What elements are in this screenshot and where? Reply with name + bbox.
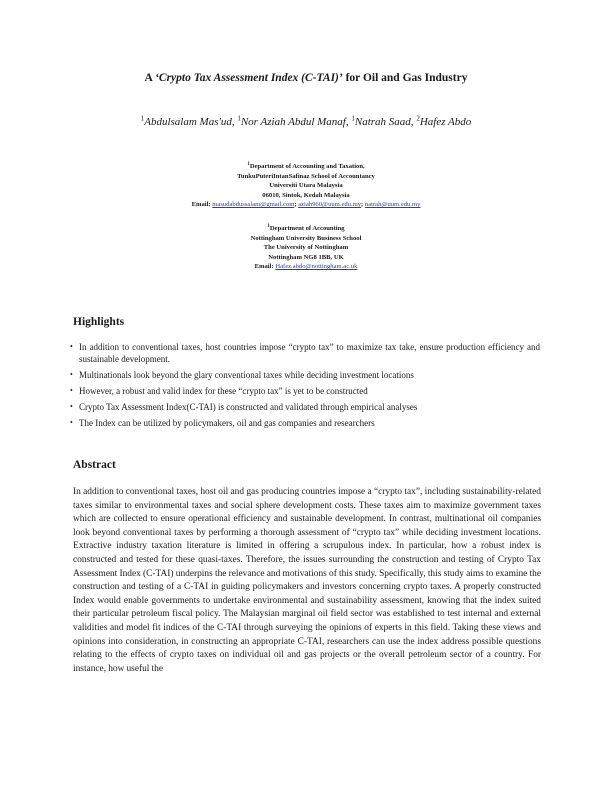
affiliation-address: 06010, Sintok, Kedah Malaysia	[262, 191, 350, 199]
affiliation-university: Universiti Utara Malaysia	[269, 182, 343, 189]
list-item: • However, a robust and valid index for these “crypto tax” is yet to be constructed	[70, 386, 368, 396]
list-item: • Crypto Tax Assessment Index(C-TAI) is constructed and validated through empirical analyses	[70, 402, 418, 412]
email-link[interactable]: aziah960@uum.edu.my	[298, 201, 362, 208]
bullet-icon: •	[70, 402, 73, 411]
author-sup: 1	[351, 114, 355, 123]
affiliation-school: Nottingham University Business School	[250, 234, 362, 242]
affiliation-dept: Department of Accounting	[269, 225, 345, 232]
author-name: Nor Aziah Abdul Manaf,	[240, 116, 352, 128]
affiliation-email-line: Email: masudabdussalam@gmail.com; aziah960@uum.edu.my; natrah@uum.edu.my	[191, 201, 421, 208]
author-sup: 1	[140, 114, 145, 123]
highlights-list	[70, 341, 540, 433]
list-item: • In addition to conventional taxes, host countries impose “crypto tax” to maximize tax take, ensure production efficiency and sustainable development.	[70, 342, 540, 364]
abstract-heading: Abstract	[73, 459, 116, 471]
affiliation-university: The University of Nottingham	[263, 244, 349, 251]
bullet-icon: •	[70, 418, 73, 427]
affiliation-2: $^1$Department of Accounting Nottingham University Business School The University of Nottingham Nottingham NG8 1BB, UK Email: Hafez.abdo@nottingham.ac.uk	[0, 224, 612, 272]
bullet-icon: •	[70, 342, 73, 351]
email-link[interactable]: masudabdussalam@gmail.com	[212, 201, 295, 208]
affiliation-address: Nottingham NG8 1BB, UK	[268, 253, 344, 261]
affiliation-1: $^1$Department of Accounting and Taxation, TunkuPuteriIntanSafinaz School of Accountancy Universiti Utara Malaysia 06010, Sintok, Kedah Malaysia Email: masudabdussalam@gmail.com; aziah960@uum.edu.my; natrah@uum.edu.my	[0, 162, 612, 210]
author-sup: 2	[416, 114, 420, 123]
author-name: Natrah Saad,	[354, 116, 417, 128]
author-name: Abdulsalam Mas'ud,	[144, 116, 238, 128]
bullet-icon: •	[70, 370, 73, 379]
list-item: • Multinationals look beyond the glary conventional taxes while deciding investment locations	[70, 370, 414, 380]
abstract-body: In addition to conventional taxes, host oil and gas producing countries impose a “crypto tax”, including sustainability-related taxes similar to environmental taxes and social sphere development costs. These taxes aim to maximize government taxes which are collected to ensure operational efficiency and sustainable development. In contrast, multinational oil companies look beyond conventional taxes by performing a thorough assessment of “crypto tax” while deciding investment locations. Extractive industry taxation literature is limited in offering a scrupulous index. In particular, how a robust index is constructed and tested for these quasi-taxes. Therefore, the issues surrounding the construction and testing of Crypto Tax Assessment Index (C-TAI) underpins the relevance and motivations of this study. Specifically, this study aims to examine the construction and testing of a C-TAI in guiding policymakers and investors concerning crypto taxes. A properly constructed Index would enable governments to undertake environmental and sustainability assessment, knowing that the index suited their particular petroleum fiscal policy. The Malaysian marginal oil field sector was established to test internal and external validities and model fit indices of the C-TAI through surveying the opinions of experts in this field. Taking these views and opinions into consideration, in constructing an appropriate C-TAI, researchers can use the index address possible questions relating to the effects of crypto taxes on individual oil and gas projects or the overall petroleum sector of a country. For instance, how useful the	[73, 487, 541, 674]
paper-title: A ‘Crypto Tax Assessment Index (C-TAI)’ for Oil and Gas Industry	[144, 72, 468, 84]
affiliation-school: TunkuPuteriIntanSafinaz School of Accountancy	[237, 172, 375, 180]
affiliation-email-line: Email: Hafez.abdo@nottingham.ac.uk	[254, 263, 358, 270]
author-name: Hafez Abdo	[419, 116, 472, 128]
author-list	[0, 116, 612, 128]
highlights-heading: Highlights	[73, 316, 125, 328]
affiliation-dept: Department of Accounting and Taxation,	[249, 163, 365, 170]
bullet-icon: •	[70, 386, 73, 395]
list-item: • The Index can be utilized by policymakers, oil and gas companies and researchers	[70, 418, 375, 428]
email-link[interactable]: Hafez.abdo@nottingham.ac.uk	[275, 263, 358, 270]
author-sup: 1	[237, 114, 241, 123]
email-link[interactable]: natrah@uum.edu.my	[364, 201, 421, 208]
